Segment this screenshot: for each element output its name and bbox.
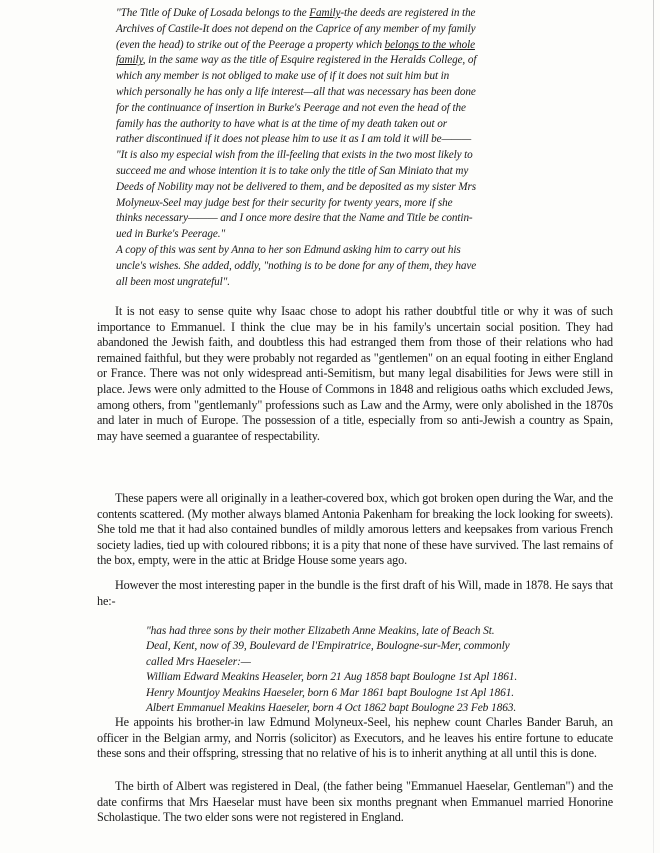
quote-line: [116, 38, 586, 54]
quote-underlined: belongs to the whole: [384, 38, 475, 51]
paragraph-leather-box: [97, 491, 613, 569]
paragraph-executors: [97, 715, 613, 762]
will-line: "has had three sons by their mother Elizabeth Anne Meakins, late of Beach St.: [146, 625, 495, 637]
quote-line: Deeds of Nobility may not be delivered to them, and be deposited as my sister Mrs: [116, 180, 476, 193]
quote-line: Archives of Castile-It does not depend on the Caprice of any member of my family: [116, 22, 476, 35]
quote-line: succeed me and whose intention it is to take only the title of San Miniato that my: [116, 164, 469, 177]
quote-line: all been most ungrateful".: [116, 275, 230, 288]
quote-line: family has the authority to have what is at the time of my death taken out or: [116, 117, 447, 130]
paragraph-will-intro: [97, 578, 613, 609]
quote-line: which any member is not obliged to make use of if it does not suit him but in: [116, 70, 450, 83]
will-son-entry: Albert Emmanuel Meakins Haeseler, born 4 Oct 1862 bapt Boulogne 23 Feb 1863.: [146, 702, 517, 715]
quote-text: "The Title of Duke of Losada belongs to the: [116, 7, 310, 19]
quote-line: for the continuance of insertion in Burke's Peerage and not even the head of the: [116, 101, 466, 114]
quote-underlined: family: [116, 54, 143, 67]
quote-line: Molyneux-Seel may judge best for their security for twenty years, more if she: [116, 196, 453, 209]
scan-edge-line: [653, 0, 654, 853]
paragraph-text: It is not easy to sense quite why Isaac chose to adopt his rather doubtful title or why it was of such importance to Emmanuel. I think the clue may be in his family's uncertain social position. They had abandoned the Jewish faith, and doubtless this had estranged them from those of their relations who had remained faithful, but they were probably not regarded as "gentlemen" on an equal footing in either England or France. There was not only widespread anti-Semitism, but many legal disabilities for Jews were still in place. Jews were only admitted to the House of Commons in 1848 and religious oaths which excluded Jews, among others, from "gentlemanly" professions such as Law and the Army, were only abolished in the 1870s and later in much of Europe. The possession of a title, especially from so anti-Jewish a country as Spain, may have seemed a guarantee of respectability.: [97, 304, 613, 443]
will-line: Deal, Kent, now of 39, Boulevard de l'Empiratrice, Boulogne-sur-Mer, commonly: [146, 640, 510, 653]
will-son-entry: William Edward Meakins Heaseler, born 21 Aug 1858 bapt Boulogne 1st Apl 1861.: [146, 671, 518, 684]
quote-line: thinks necessary——— and I once more desire that the Name and Title be contin-: [116, 212, 473, 225]
paragraph-text: The birth of Albert was registered in Deal, (the father being "Emmanuel Haeselar, Gentleman") and the date confirms that Mrs Haeselar must have been six months pregnant when Emmanuel married Honorine Scholastique. The two elder sons were not registered in England.: [97, 779, 613, 825]
paragraph-text: However the most interesting paper in the bundle is the first draft of his Will, made in 1878. He says that he:-: [97, 578, 613, 608]
quote-line: [116, 6, 586, 22]
will-excerpt: [146, 624, 606, 716]
will-line: called Mrs Haeseler:—: [146, 655, 251, 668]
will-son-entry: Henry Mountjoy Meakins Haeseler, born 6 Mar 1861 bapt Boulogne 1st Apl 1861.: [146, 686, 515, 699]
paragraph-title-importance: [97, 304, 613, 444]
quote-text: , in the same way as the title of Esquire registered in the Heralds College, of: [142, 54, 477, 67]
quote-underlined: Family: [309, 7, 341, 19]
quote-line: A copy of this was sent by Anna to her son Edmund asking him to carry out his: [116, 243, 461, 256]
paragraph-text: He appoints his brother-in law Edmund Molyneux-Seel, his nephew count Charles Bander Baruh, an officer in the Belgian army, and Norris (solicitor) as Executors, and he leaves his entire fortune to educate these sons and their offspring, stressing that no relative of his is to inherit anything at all until this is done.: [97, 715, 613, 761]
quote-text: -the deeds are registered in the: [340, 7, 476, 19]
quote-line: uncle's wishes. She added, oddly, "nothing is to be done for any of them, they have: [116, 259, 477, 272]
quoted-letter: [116, 6, 586, 290]
quote-line: ued in Burke's Peerage.": [116, 228, 226, 241]
quote-line: which personally he has only a life interest—all that was necessary has been done: [116, 85, 476, 98]
paragraph-text: These papers were all originally in a leather-covered box, which got broken open during the War, and the contents scattered. (My mother always blamed Antonia Pakenham for breaking the lock looking for sweets). She told me that it had also contained bundles of mildly amorous letters and keepsakes from various French society ladies, tied up with coloured ribbons; it is a pity that none of these have survived. The last remains of the box, empty, were in the attic at Bridge House some years ago.: [97, 491, 613, 568]
quote-line: "It is also my especial wish from the ill-feeling that exists in the two most likely to: [116, 149, 473, 162]
quote-line: rather discontinued if it does not please him to use it as I am told it will be———: [116, 133, 472, 146]
quote-text: (even the head) to strike out of the Peerage a property which: [116, 38, 385, 51]
paragraph-albert-birth: [97, 779, 613, 826]
quote-line: [116, 53, 586, 69]
